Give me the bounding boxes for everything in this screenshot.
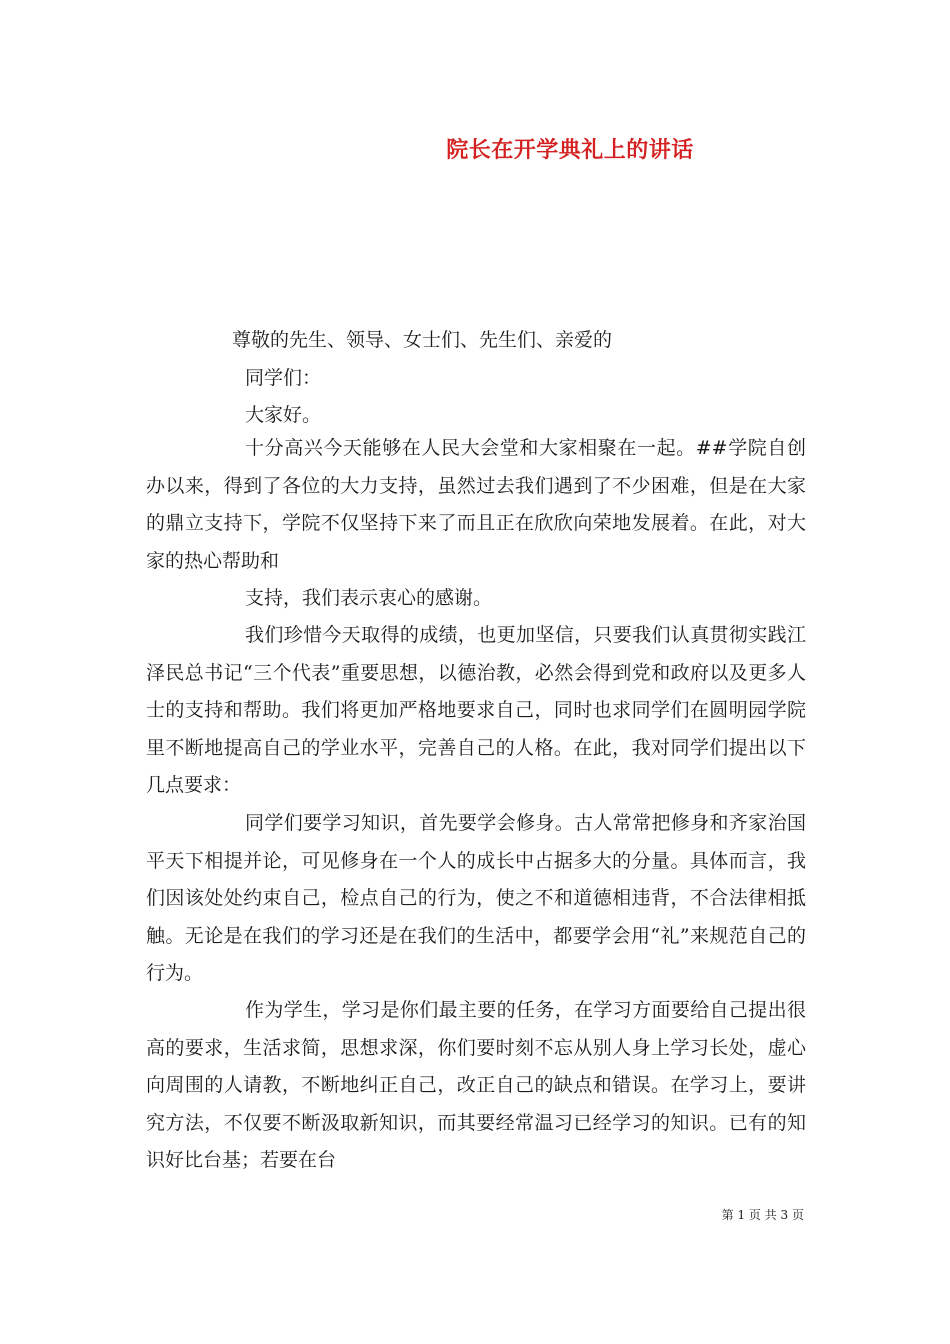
paragraph-5: 作为学生，学习是你们最主要的任务，在学习方面要给自己提出很高的要求，生活求简，思想求深，你们要时刻不忘从别人身上学习长处，虚心向周围的人请教，不断地纠正自己，改正自己的缺点和错误。在学习上，要讲究方法，不仅要不断汲取新知识，而其要经常温习已经学习的知识。已有的知识好比台基；若要在台 xyxy=(146,999,806,1171)
paragraph-3: 我们珍惜今天取得的成绩，也更加坚信，只要我们认真贯彻实践江泽民总书记“三个代表”重要思想，以德治教，必然会得到党和政府以及更多人士的支持和帮助。我们将更加严格地要求自己，同时也求同学们在圆明园学院里不断地提高自己的学业水平，完善自己的人格。在此，我对同学们提出以下几点要求： xyxy=(146,624,806,796)
paragraph-1: 十分高兴今天能够在人民大会堂和大家相聚在一起。##学院自创办以来，得到了各位的大力支持，虽然过去我们遇到了不少困难，但是在大家的鼎立支持下，学院不仅坚持下来了而且正在欣欣向荣地发展着。在此，对大家的热心帮助和 xyxy=(146,437,806,572)
greeting: 大家好。 xyxy=(245,404,322,426)
paragraph-4: 同学们要学习知识，首先要学会修身。古人常常把修身和齐家治国平天下相提并论，可见修身在一个人的成长中占据多大的分量。具体而言，我们因该处处约束自己，检点自己的行为，使之不和道德相违背，不合法律相抵触。无论是在我们的学习还是在我们的生活中，都要学会用“礼”来规范自己的行为。 xyxy=(146,812,806,984)
paragraph-2: 支持，我们表示衷心的感谢。 xyxy=(245,587,493,609)
salutation-line-1: 尊敬的先生、领导、女士们、先生们、亲爱的 xyxy=(232,329,613,351)
page-footer: 第 1 页 共 3 页 xyxy=(721,1208,804,1222)
salutation-line-2: 同学们： xyxy=(245,367,322,389)
document-title: 院长在开学典礼上的讲话 xyxy=(446,137,694,163)
